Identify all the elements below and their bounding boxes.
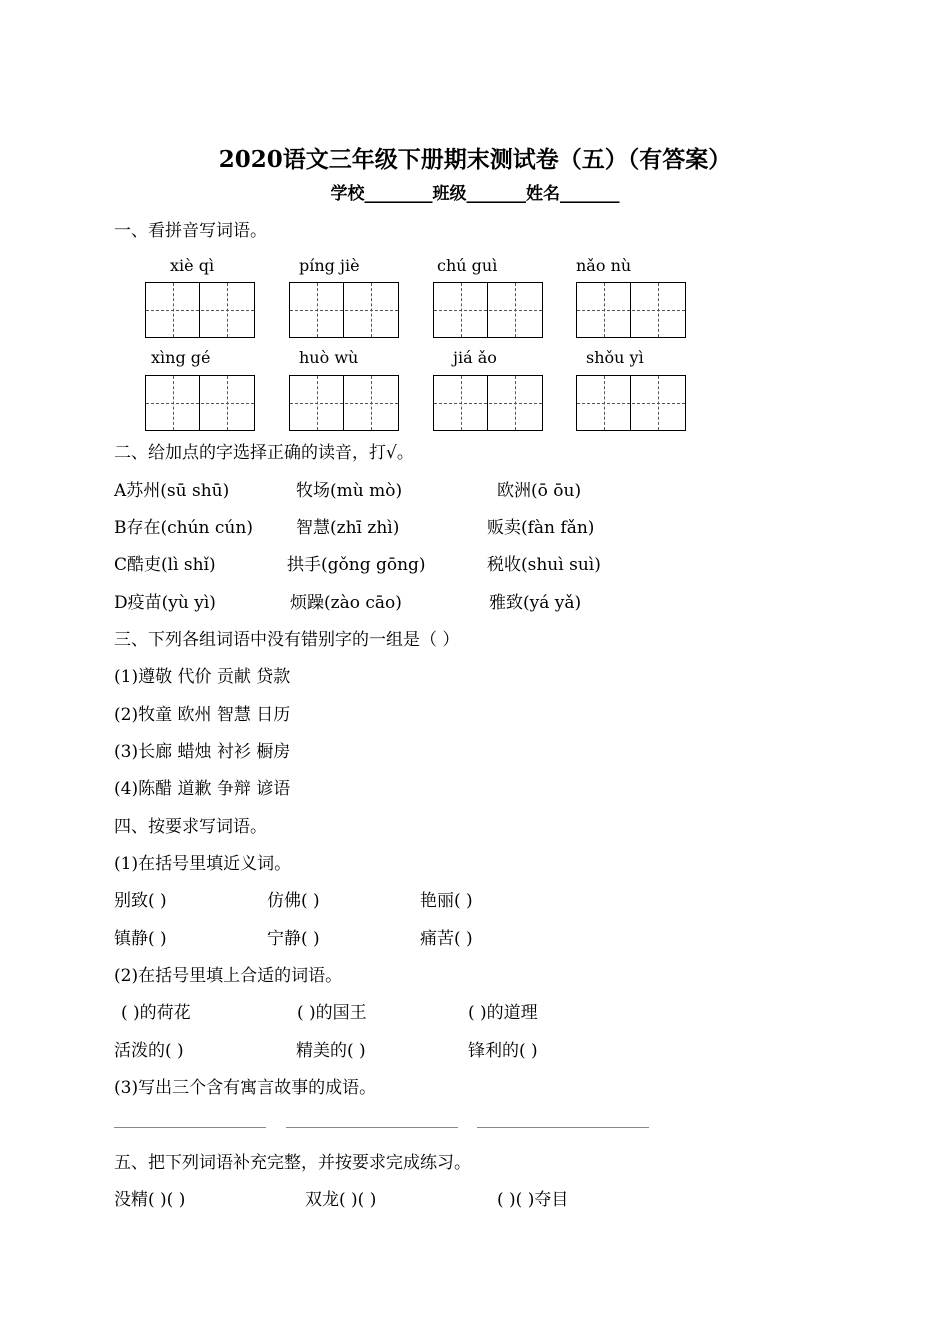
writing-grid[interactable] [576,375,686,431]
choice-option: (2)牧童 欧州 智慧 日历 [114,705,291,725]
pronunciation-item: 拱手(gǒng gōng) [287,555,426,575]
fill-blank-item: 镇静( ) [114,929,167,949]
pronunciation-item: D疫苗(yù yì) [114,593,216,613]
writing-grid[interactable] [433,282,543,338]
answer-line[interactable] [286,1127,458,1128]
writing-grid[interactable] [433,375,543,431]
writing-grid[interactable] [145,282,255,338]
writing-grid[interactable] [289,375,399,431]
pronunciation-item: 牧场(mù mò) [296,481,403,501]
pinyin-label: chú guì [437,256,498,275]
answer-line[interactable] [114,1127,266,1128]
writing-grid[interactable] [289,282,399,338]
pinyin-label: shǒu yì [586,348,644,367]
fill-blank-item: 宁静( ) [267,929,320,949]
pinyin-label: nǎo nù [576,256,632,275]
choice-option: (3)长廊 蜡烛 衬衫 橱房 [114,742,291,762]
fill-blank-item: ( )的道理 [468,1003,538,1023]
fill-blank-item: ( )的荷花 [121,1003,191,1023]
pinyin-label: jiá ǎo [453,348,497,367]
idiom-blank-item: 没精( )( ) [114,1190,186,1210]
idiom-blank-item: 双龙( )( ) [305,1190,377,1210]
pronunciation-item: 税收(shuì suì) [487,555,601,575]
pronunciation-item: 贩卖(fàn fǎn) [487,518,595,538]
pinyin-label: huò wù [299,348,359,367]
fill-blank-item: 别致( ) [114,891,167,911]
section4-heading: 四、按要求写词语。 [114,817,267,837]
section5-heading: 五、把下列词语补充完整，并按要求完成练习。 [114,1153,471,1173]
choice-option: (1)遵敬 代价 贡献 贷款 [114,667,291,687]
section1-heading: 一、看拼音写词语。 [114,221,267,241]
pronunciation-item: C酷吏(lì shǐ) [114,555,216,575]
idiom-blank-item: ( )( )夺目 [497,1190,569,1210]
writing-grid[interactable] [576,282,686,338]
pronunciation-item: 欧洲(ō ōu) [497,481,582,501]
writing-grid[interactable] [145,375,255,431]
pronunciation-item: A苏州(sū shū) [114,481,230,501]
fill-blank-item: 仿佛( ) [267,891,320,911]
pronunciation-item: 雅致(yá yǎ) [489,593,582,613]
answer-line[interactable] [477,1127,649,1128]
fill-blank-item: 痛苦( ) [420,929,473,949]
student-info-line: 学校________班级_______姓名_______ [330,184,620,204]
fill-blank-item: 锋利的( ) [468,1041,538,1061]
pinyin-label: xiè qì [170,256,215,275]
pinyin-label: píng jiè [299,256,360,275]
fill-blank-item: ( )的国王 [297,1003,367,1023]
fill-blank-item: 艳丽( ) [420,891,473,911]
subquestion-label: (1)在括号里填近义词。 [114,854,292,874]
pronunciation-item: 智慧(zhī zhì) [296,518,400,538]
pronunciation-item: 烦躁(zào cāo) [290,593,402,613]
fill-blank-item: 精美的( ) [296,1041,366,1061]
section2-heading: 二、给加点的字选择正确的读音，打√。 [114,443,414,463]
subquestion-label: (2)在括号里填上合适的词语。 [114,966,343,986]
pronunciation-item: B存在(chún cún) [114,518,253,538]
fill-blank-item: 活泼的( ) [114,1041,184,1061]
pinyin-label: xìng gé [151,348,211,367]
section3-heading: 三、下列各组词语中没有错别字的一组是（ ） [114,630,460,650]
choice-option: (4)陈醋 道歉 争辩 谚语 [114,779,291,799]
page-title: 2020语文三年级下册期末测试卷（五）（有答案） [218,146,732,173]
subquestion-label: (3)写出三个含有寓言故事的成语。 [114,1078,377,1098]
